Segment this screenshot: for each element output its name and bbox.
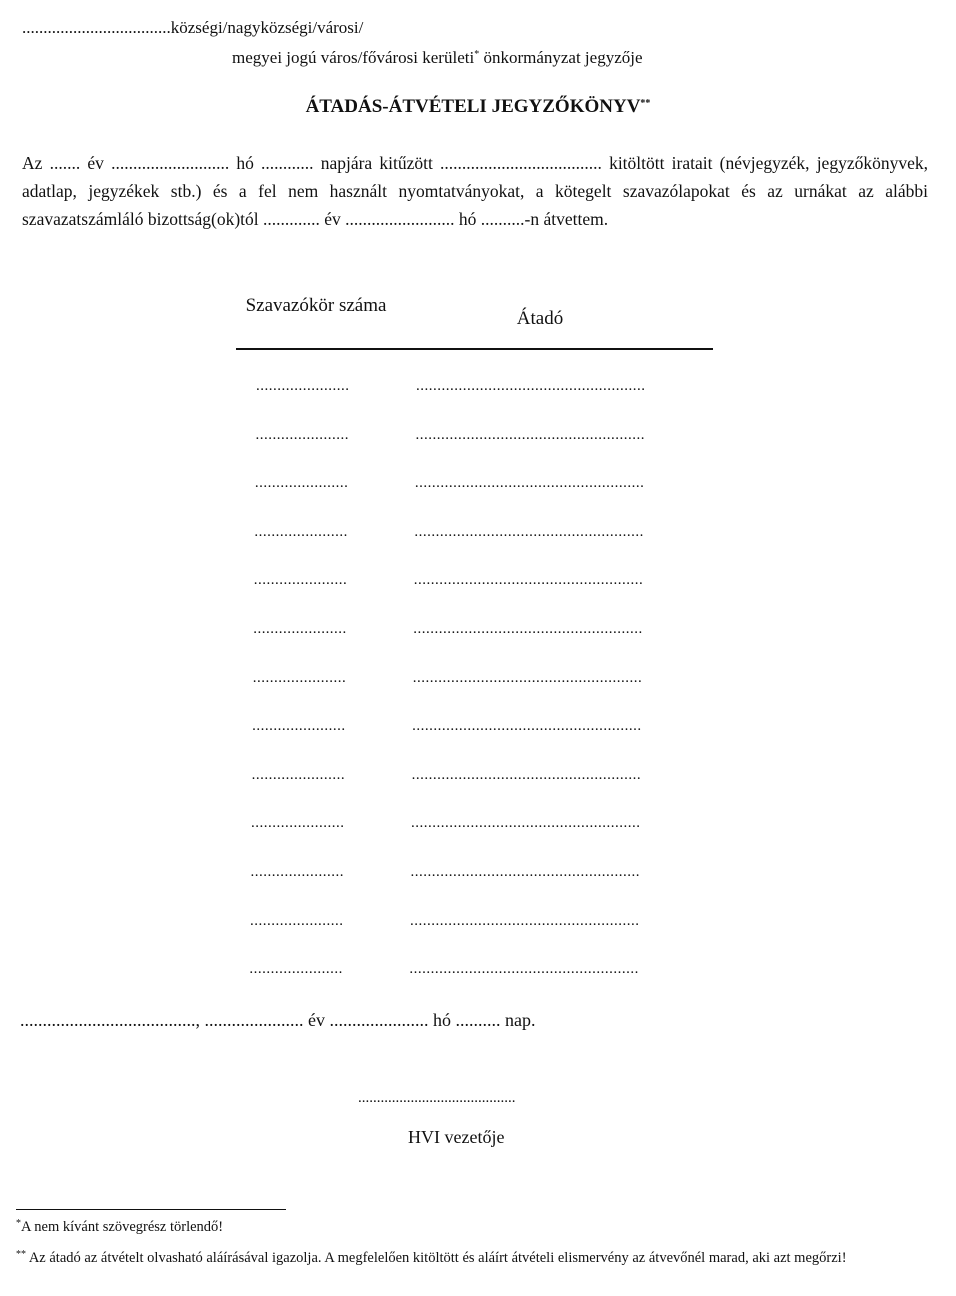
precinct-number-field[interactable]: ...................... [254, 523, 348, 540]
table-header-rule [236, 348, 713, 350]
precinct-number-field[interactable]: ...................... [252, 669, 347, 686]
precinct-number-field[interactable]: ...................... [251, 815, 345, 832]
document-title-text: ÁTADÁS-ÁTVÉTELI JEGYZŐKÖNYV [305, 96, 641, 117]
precinct-number-field[interactable]: ...................... [249, 912, 344, 929]
precinct-number-field[interactable]: ...................... [254, 475, 349, 492]
column-header-number: Szavazókör száma [245, 295, 387, 316]
atado-field[interactable]: ...................................................... [413, 572, 644, 589]
footnote-2-text: Az átadó az átvételt olvasható aláírásával igazolja. A megfelelően kitöltött és aláírt átvételi elismervény az átvevőnél marad, aki azt megőrzi! [26, 1250, 847, 1266]
document-title [0, 96, 956, 118]
precinct-number-field[interactable]: ...................... [252, 718, 346, 735]
precinct-number-field[interactable]: ...................... [253, 572, 348, 589]
header-line-2 [232, 48, 643, 68]
precinct-number-field[interactable]: ...................... [250, 864, 344, 880]
footnote-mark-2: ** [640, 98, 651, 109]
precinct-number-field[interactable]: ...................... [253, 621, 347, 637]
atado-field[interactable]: ...................................................... [409, 961, 639, 978]
atado-field[interactable]: ...................................................... [416, 378, 646, 394]
precinct-number-field[interactable]: ...................... [249, 961, 343, 978]
header-line-1 [22, 18, 363, 38]
atado-field[interactable]: ...................................................... [412, 718, 642, 735]
precinct-number-field[interactable]: ...................... [256, 378, 350, 394]
atado-field[interactable]: ...................................................... [414, 523, 644, 540]
footnote-rule [16, 1209, 286, 1210]
column-header-atado: Átadó [516, 308, 564, 329]
precinct-number-field[interactable]: ...................... [251, 766, 346, 783]
footnote-1-text: A nem kívánt szövegrész törlendő! [21, 1219, 224, 1235]
footnote-2-mark: ** [16, 1249, 26, 1260]
intro-paragraph: Az ....... év ........................... hó ............ napjára kitűzött ..................................... kitöltött iratait (névjegyzék, jegyzőkönyvek, adatlap, jegyzékek stb.) és a fel nem használt nyomtatványokat, a kötegelt szavazólapokat és az urnákat az alábbi szavazatszámláló bizottság(ok)tól ............. év ......................... hó ..........-n átvettem. [22, 153, 928, 229]
footnote-1 [16, 1218, 223, 1236]
atado-field[interactable]: ...................................................... [415, 426, 645, 443]
atado-field[interactable]: ...................................................... [410, 864, 640, 880]
precinct-number-field[interactable]: ...................... [255, 426, 349, 443]
atado-field[interactable]: ...................................................... [411, 766, 642, 783]
header-line-2-text: megyei jogú város/fővárosi kerületi [232, 48, 475, 67]
signature-line[interactable]: .......................................... [358, 1090, 516, 1106]
atado-field[interactable]: ...................................................... [411, 815, 641, 832]
footnote-1-mark: * [16, 1218, 21, 1229]
header-dots: ................................... [22, 18, 171, 37]
atado-field[interactable]: ...................................................... [414, 475, 645, 492]
header-line-1-text: községi/nagyközségi/városi/ [170, 18, 364, 37]
atado-field[interactable]: ...................................................... [413, 621, 643, 637]
header-line-2-tail: önkormányzat jegyzője [479, 48, 643, 67]
atado-field[interactable]: ...................................................... [409, 912, 640, 929]
date-line: ......................................., ...................... év ...................... hó .......... nap. [20, 1010, 536, 1030]
footnote-mark-1: * [474, 49, 480, 60]
footnote-2 [16, 1245, 926, 1268]
atado-field[interactable]: ...................................................... [412, 669, 643, 686]
signature-label: HVI vezetője [408, 1127, 505, 1147]
